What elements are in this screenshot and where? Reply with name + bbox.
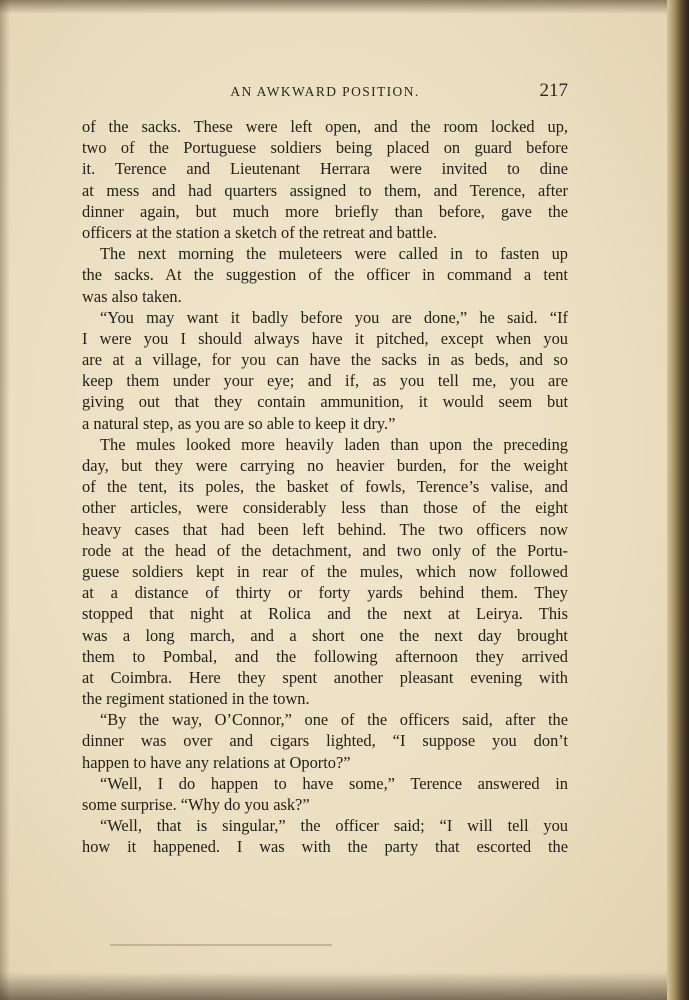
page-left-shadow xyxy=(0,0,10,1000)
text-line: happen to have any relations at Oporto?” xyxy=(82,752,351,772)
body-text xyxy=(82,116,568,858)
book-binding-edge xyxy=(667,0,689,1000)
text-line: I were you I should always have it pitched, except when you xyxy=(82,328,568,348)
text-line: keep them under your eye; and if, as you tell me, you are xyxy=(82,371,568,391)
text-line: giving out that they contain ammunition, it would seem but xyxy=(82,392,568,412)
text-line: at a distance of thirty or forty yards behind them. They xyxy=(82,583,568,603)
running-head xyxy=(82,80,568,104)
text-line: heavy cases that had been left behind. The two officers now xyxy=(82,519,568,539)
text-line: was also taken. xyxy=(82,286,182,306)
text-line: the regiment stationed in the town. xyxy=(82,689,310,709)
text-line: two of the Portuguese soldiers being placed on guard before xyxy=(82,138,568,158)
text-line: of the tent, its poles, the basket of fowls, Terence’s valise, and xyxy=(82,477,568,497)
running-title: AN AWKWARD POSITION. xyxy=(230,84,420,99)
text-line: “By the way, O’Connor,” one of the officers said, after the xyxy=(100,710,568,730)
text-line: The next morning the muleteers were called in to fasten up xyxy=(100,244,568,264)
text-line: day, but they were carrying no heavier burden, for the weight xyxy=(82,456,568,475)
text-line: how it happened. I was with the party that escorted the xyxy=(82,837,568,857)
page-top-shadow xyxy=(0,0,689,14)
page-number: 217 xyxy=(539,80,568,101)
text-line: some surprise. “Why do you ask?” xyxy=(82,795,310,814)
text-line: the sacks. At the suggestion of the officer in command a tent xyxy=(82,265,568,285)
text-line: dinner again, but much more briefly than before, gave the xyxy=(82,201,568,221)
text-line: are at a village, for you can have the sacks in as beds, and so xyxy=(82,350,568,370)
text-line: at mess and had quarters assigned to them, and Terence, after xyxy=(82,180,568,200)
text-line: “You may want it badly before you are done,” he said. “If xyxy=(100,307,568,327)
text-line: officers at the station a sketch of the retreat and battle. xyxy=(82,222,438,242)
text-line: a natural step, as you are so able to keep it dry.” xyxy=(82,413,396,433)
page-bottom-shadow xyxy=(0,972,689,1000)
text-line: them to Pombal, and the following afternoon they arrived xyxy=(82,646,568,666)
text-line: rode at the head of the detachment, and two only of the Portu- xyxy=(82,540,568,560)
text-line: guese soldiers kept in rear of the mules, which now followed xyxy=(82,561,568,581)
text-line: “Well, I do happen to have some,” Terence answered in xyxy=(100,773,568,793)
text-line: it. Terence and Lieutenant Herrara were invited to dine xyxy=(82,159,568,179)
text-line: dinner was over and cigars lighted, “I suppose you don’t xyxy=(82,731,568,751)
text-line: of the sacks. These were left open, and the room locked up, xyxy=(82,117,568,136)
text-line: was a long march, and a short one the next day brought xyxy=(82,625,568,645)
text-line: at Coimbra. Here they spent another pleasant evening with xyxy=(82,667,568,687)
text-line: The mules looked more heavily laden than upon the preceding xyxy=(100,434,568,454)
text-line: other articles, were considerably less than those of the eight xyxy=(82,498,568,518)
footer-rule xyxy=(110,944,332,946)
text-line: “Well, that is singular,” the officer said; “I will tell you xyxy=(100,816,568,836)
text-line: stopped that night at Rolica and the next at Leirya. This xyxy=(82,604,568,624)
